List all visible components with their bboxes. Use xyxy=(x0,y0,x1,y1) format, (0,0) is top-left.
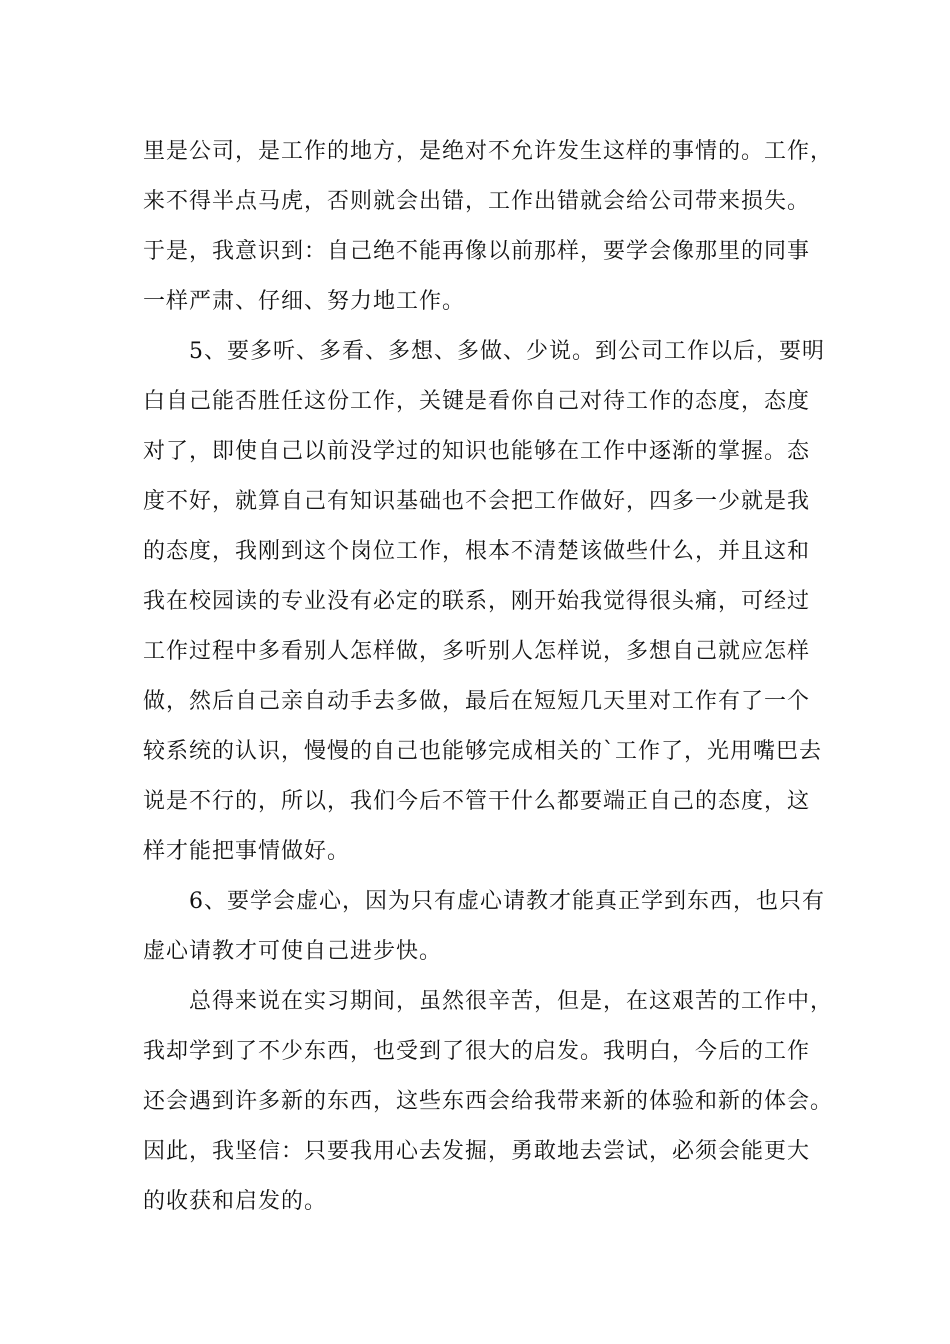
text-line: 说是不行的，所以，我们今后不管干什么都要端正自己的态度，这 xyxy=(143,789,811,814)
text-line: 虚心请教才可使自己进步快。 xyxy=(143,939,443,964)
text-line: 样才能把事情做好。 xyxy=(143,839,351,864)
text-line: 于是，我意识到：自己绝不能再像以前那样，要学会像那里的同事 xyxy=(143,239,811,264)
text-line: 白自己能否胜任这份工作，关键是看你自己对待工作的态度，态度 xyxy=(143,389,811,414)
body-text xyxy=(143,127,833,1227)
text-line: 5、要多听、多看、多想、多做、少说。到公司工作以后，要明 xyxy=(143,339,825,364)
text-line: 做，然后自己亲自动手去多做，最后在短短几天里对工作有了一个 xyxy=(143,689,811,714)
text-line: 因此，我坚信：只要我用心去发掘，勇敢地去尝试，必须会能更大 xyxy=(143,1139,811,1164)
text-line: 6、要学会虚心，因为只有虚心请教才能真正学到东西，也只有 xyxy=(143,889,825,914)
text-line: 我却学到了不少东西，也受到了很大的启发。我明白，今后的工作 xyxy=(143,1039,811,1064)
text-line: 还会遇到许多新的东西，这些东西会给我带来新的体验和新的体会。 xyxy=(143,1089,834,1114)
text-line: 一样严肃、仔细、努力地工作。 xyxy=(143,289,466,314)
text-line: 的收获和启发的。 xyxy=(143,1189,328,1214)
text-line: 我在校园读的专业没有必定的联系，刚开始我觉得很头痛，可经过 xyxy=(143,589,811,614)
text-line: 工作过程中多看别人怎样做，多听别人怎样说，多想自己就应怎样 xyxy=(143,639,811,664)
text-line: 的态度，我刚到这个岗位工作，根本不清楚该做些什么，并且这和 xyxy=(143,539,811,564)
text-line: 度不好，就算自己有知识基础也不会把工作做好，四多一少就是我 xyxy=(143,489,811,514)
text-line: 里是公司，是工作的地方，是绝对不允许发生这样的事情的。工作， xyxy=(143,139,834,164)
text-line: 较系统的认识，慢慢的自己也能够完成相关的`工作了，光用嘴巴去 xyxy=(143,739,823,764)
text-line: 对了，即使自己以前没学过的知识也能够在工作中逐渐的掌握。态 xyxy=(143,439,811,464)
text-line: 来不得半点马虎，否则就会出错，工作出错就会给公司带来损失。 xyxy=(143,189,811,214)
text-line: 总得来说在实习期间，虽然很辛苦，但是，在这艰苦的工作中， xyxy=(143,989,834,1014)
